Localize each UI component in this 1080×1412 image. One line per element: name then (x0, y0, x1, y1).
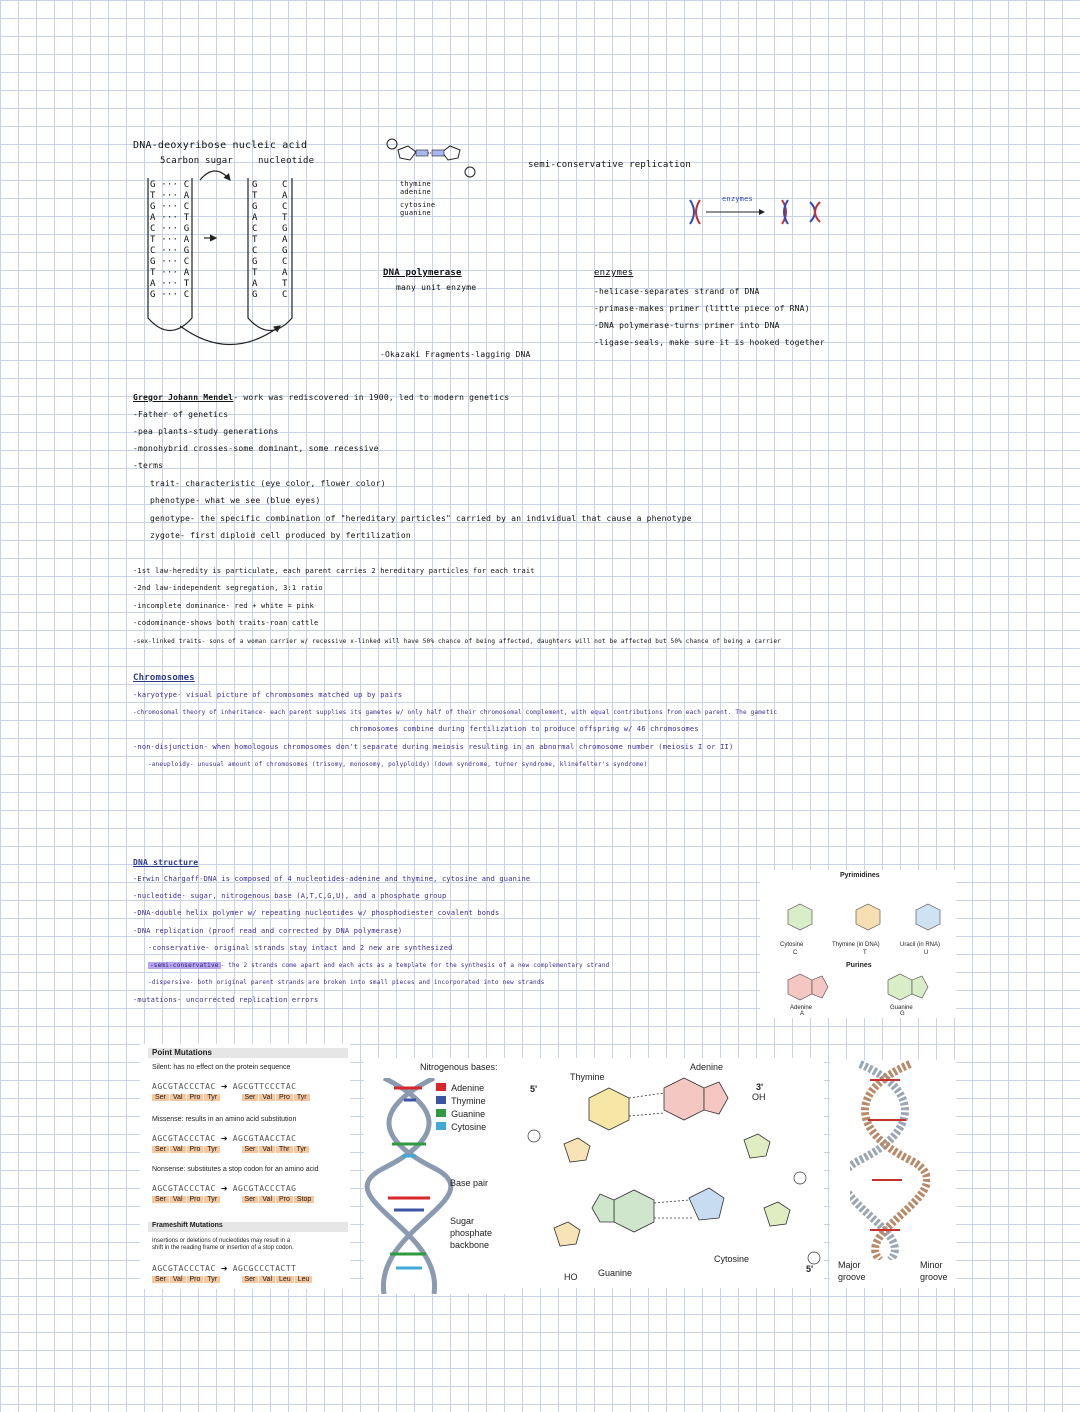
structure-dispersive: -dispersive- both original parent strands are broken into small pieces and incorporated into new strands (148, 979, 545, 986)
enzyme-polymerase: -DNA polymerase-turns primer into DNA (594, 321, 780, 330)
missense-desc: Missense: results in an amino acid substitution (152, 1116, 297, 1123)
enzyme-primase: -primase-makes primer (little piece of RNA) (594, 304, 810, 313)
replication-sketch (686, 196, 836, 228)
nucleotide-pair-sketch (380, 136, 480, 180)
pur-adenine-label: Adenine (790, 1005, 813, 1011)
structure-nucleotide: -nucleotide- sugar, nitrogenous base (A,T,C,G,U), and a phosphate group (133, 892, 447, 900)
backbone-label-3: backbone (450, 1240, 490, 1250)
backbone-label-2: phosphate (450, 1228, 493, 1238)
enzyme-helicase: -helicase-separates strand of DNA (594, 287, 760, 296)
chem-guanine-label: Guanine (598, 1268, 633, 1278)
enzymes-title: enzymes (594, 268, 634, 278)
structure-mutations: -mutations- uncorrected replication errors (133, 996, 319, 1004)
mendel-term-genotype: genotype- the specific combination of "hereditary particles" carried by an individual that cause a phenotype (150, 514, 692, 523)
pyr-u-letter: U (924, 950, 929, 956)
pair-adenine: adenine (400, 188, 431, 196)
chem-3prime-top: 3' (756, 1082, 764, 1092)
ladder-strand-b: C A C T G A G C A T C (282, 180, 288, 300)
backbone-label-1: Sugar (450, 1216, 475, 1226)
legend-thymine: Thymine (451, 1096, 486, 1106)
bases-figure (760, 870, 956, 1018)
chem-oh: OH (752, 1092, 766, 1102)
chem-adenine-label: Adenine (690, 1062, 724, 1072)
frameshift-desc-2: shift in the reading frame or insertion of a stop codon. (152, 1245, 294, 1251)
ladder-strand-a: G T G A C T C G T A G (252, 180, 258, 300)
replication-arrow-label: enzymes (722, 195, 753, 203)
structure-title: DNA structure (133, 858, 199, 867)
pyrimidines-label: Pyrimidines (840, 872, 880, 879)
nonsense-desc: Nonsense: substitutes a stop codon for an amino acid (152, 1166, 319, 1173)
frameshift-title: Frameshift Mutations (152, 1222, 223, 1229)
structure-chargaff: -Erwin Chargaff-DNA is composed of 4 nucleotides-adenine and thymine, cytosine and guanine (133, 875, 531, 883)
dna-title: DNA-deoxyribose nucleic acid (133, 140, 308, 151)
minor-groove-label-2: groove (920, 1272, 948, 1282)
legend-guanine: Guanine (451, 1109, 486, 1119)
ladder-left-rows: G ··· C T ··· A G ··· C A ··· T C ··· G T ··· A C ··· G G ··· C T ··· A A ··· T G ··· C (150, 180, 190, 300)
enzyme-ligase: -ligase-seals, make sure it is hooked together (594, 338, 825, 347)
mutations-figure: Point Mutations Silent: has no effect on the protein sequence AGCGTACCCTAC ➜ AGCGTTCCCTAC Ser Val Pro Tyr Ser Val Pro Tyr Missense: results in an amino acid substitution AGCGTACCCTAC ➜ AGCGTAACCTAC Ser Val Pro Tyr Ser Val Thr Tyr Nonsense: substitutes a stop codon for an amino acid AGCGTACCCTAC ➜ AGCGTACCCTAG Ser Val Pro Tyr Ser Val Pro Stop Frameshift Mutations Insertions or deletions of nucleotides may result in a shift in the reading frame or insertion of a stop codon. AGCGTACCCTAC ➜ AGCGCCCTACTT Ser Val Pro Tyr Ser Val Leu Leu (140, 1044, 350, 1289)
chromosomes-aneuploidy: -aneuploidy- unusual amount of chromosomes (trisomy, monosomy, polyploidy) (down syndrome, turner syndrome, klinefelter's syndrome) (148, 761, 648, 768)
nitrogenous-bases-title: Nitrogenous bases: (420, 1062, 498, 1072)
mendel-term-zygote: zygote- first diploid cell produced by fertilization (150, 531, 411, 540)
structure-semiconservative: -semi-conservative - the 2 strands come apart and each acts as a template for the synthesis of a new complementary strand (150, 962, 610, 969)
okazaki-fragments: -Okazaki Fragments-lagging DNA (380, 350, 531, 359)
major-groove-label-2: groove (838, 1272, 866, 1282)
mendel-heading: Gregor Johann Mendel- work was rediscovered in 1900, led to modern genetics (133, 393, 510, 402)
mendel-line-4: -terms (133, 461, 164, 470)
mendel-line-2: -pea plants-study generations (133, 427, 279, 436)
mendel-sex-linked: -sex-linked traits- sons of a woman carrier w/ recessive x-linked will have 50% chance of being affected, daughters will not be affected but 50% chance of being a carrier (133, 638, 782, 645)
chromosomes-karyotype: -karyotype- visual picture of chromosomes matched up by pairs (133, 691, 403, 699)
pur-a-letter: A (800, 1011, 805, 1017)
chem-cytosine-label: Cytosine (714, 1254, 750, 1264)
mendel-term-phenotype: phenotype- what we see (blue eyes) (150, 496, 321, 505)
purines-label: Purines (846, 962, 872, 969)
chromosomes-nondisjunction: -non-disjunction- when homologous chromosomes don't separate during meiosis resulting in an abnormal chromosome number (meiosis I or II) (133, 743, 734, 751)
mendel-law-2: -2nd law-independent segregation, 3:1 ratio (133, 584, 323, 592)
mendel-codominance: -codominance-shows both traits-roan cattle (133, 619, 319, 627)
legend-adenine: Adenine (451, 1083, 485, 1093)
chemical-drawing (514, 1058, 824, 1288)
dna-polymerase-title: DNA polymerase (383, 268, 462, 278)
mendel-line-1: -Father of genetics (133, 410, 229, 419)
double-helix-figure (364, 1058, 514, 1294)
chromosomes-theory: -chromosomal theory of inheritance- each parent supplies its gametes w/ only half of their chromosomal complement, with equal contributions from each parent. The gametic (133, 709, 778, 716)
pur-guanine-label: Guanine (890, 1005, 913, 1011)
legend-cytosine: Cytosine (451, 1122, 487, 1132)
mendel-line-3: -monohybrid crosses-some dominant, some recessive (133, 444, 379, 453)
mendel-law-1: -1st law-heredity is particulate, each parent carries 2 hereditary particles for each trait (133, 567, 535, 575)
major-groove-label-1: Major (838, 1260, 861, 1270)
pur-g-letter: G (900, 1011, 905, 1017)
grooves-figure (830, 1060, 956, 1288)
chem-5prime-bottom: 5' (806, 1264, 814, 1274)
semi-conservative-title: semi-conservative replication (528, 160, 691, 170)
chromosomes-title: Chromosomes (133, 673, 195, 683)
pyr-cytosine-label: Cytosine (780, 942, 804, 948)
pyr-uracil-label: Uracil (in RNA) (900, 942, 941, 948)
base-pair-label: Base pair (450, 1178, 489, 1188)
chem-ho: HO (564, 1272, 578, 1282)
semi-conservative-highlight: -semi-conservative (150, 962, 219, 969)
chem-thymine-label: Thymine (570, 1072, 605, 1082)
dna-sub-nucleotide: nucleotide (258, 156, 315, 166)
silent-desc: Silent: has no effect on the protein sequence (152, 1064, 291, 1071)
structure-dna: -DNA-double helix polymer w/ repeating nucleotides w/ phosphodiester covalent bonds (133, 909, 500, 917)
dna-polymerase-sub: many unit enzyme (396, 283, 477, 292)
chromosomes-theory-cont: chromosomes combine during fertilization to produce offspring w/ 46 chromosomes (350, 725, 699, 733)
pair-thymine: thymine (400, 180, 431, 188)
mendel-incomplete: -incomplete dominance- red + white = pink (133, 602, 314, 610)
point-mutations-title: Point Mutations (152, 1048, 212, 1057)
minor-groove-label-1: Minor (920, 1260, 943, 1270)
structure-conservative: -conservative- original strands stay intact and 2 new are synthesized (148, 944, 453, 952)
pair-guanine: guanine (400, 209, 431, 217)
chemical-structure-figure (514, 1058, 824, 1288)
frameshift-desc-1: Insertions or deletions of nucleotides may result in a (152, 1238, 291, 1244)
pyr-c-letter: C (793, 950, 798, 956)
dna-sub-sugar: 5carbon sugar (160, 156, 234, 166)
pyr-thymine-label: Thymine (in DNA) (832, 942, 880, 948)
chem-5prime-top: 5' (530, 1084, 538, 1094)
mendel-term-trait: trait- characteristic (eye color, flower color) (150, 479, 386, 488)
pyr-t-letter: T (863, 950, 867, 956)
pair-cytosine: cytosine (400, 201, 436, 209)
groove-helix-drawing (850, 1060, 930, 1260)
structure-replication: -DNA replication (proof read and corrected by DNA polymerase) (133, 927, 403, 935)
